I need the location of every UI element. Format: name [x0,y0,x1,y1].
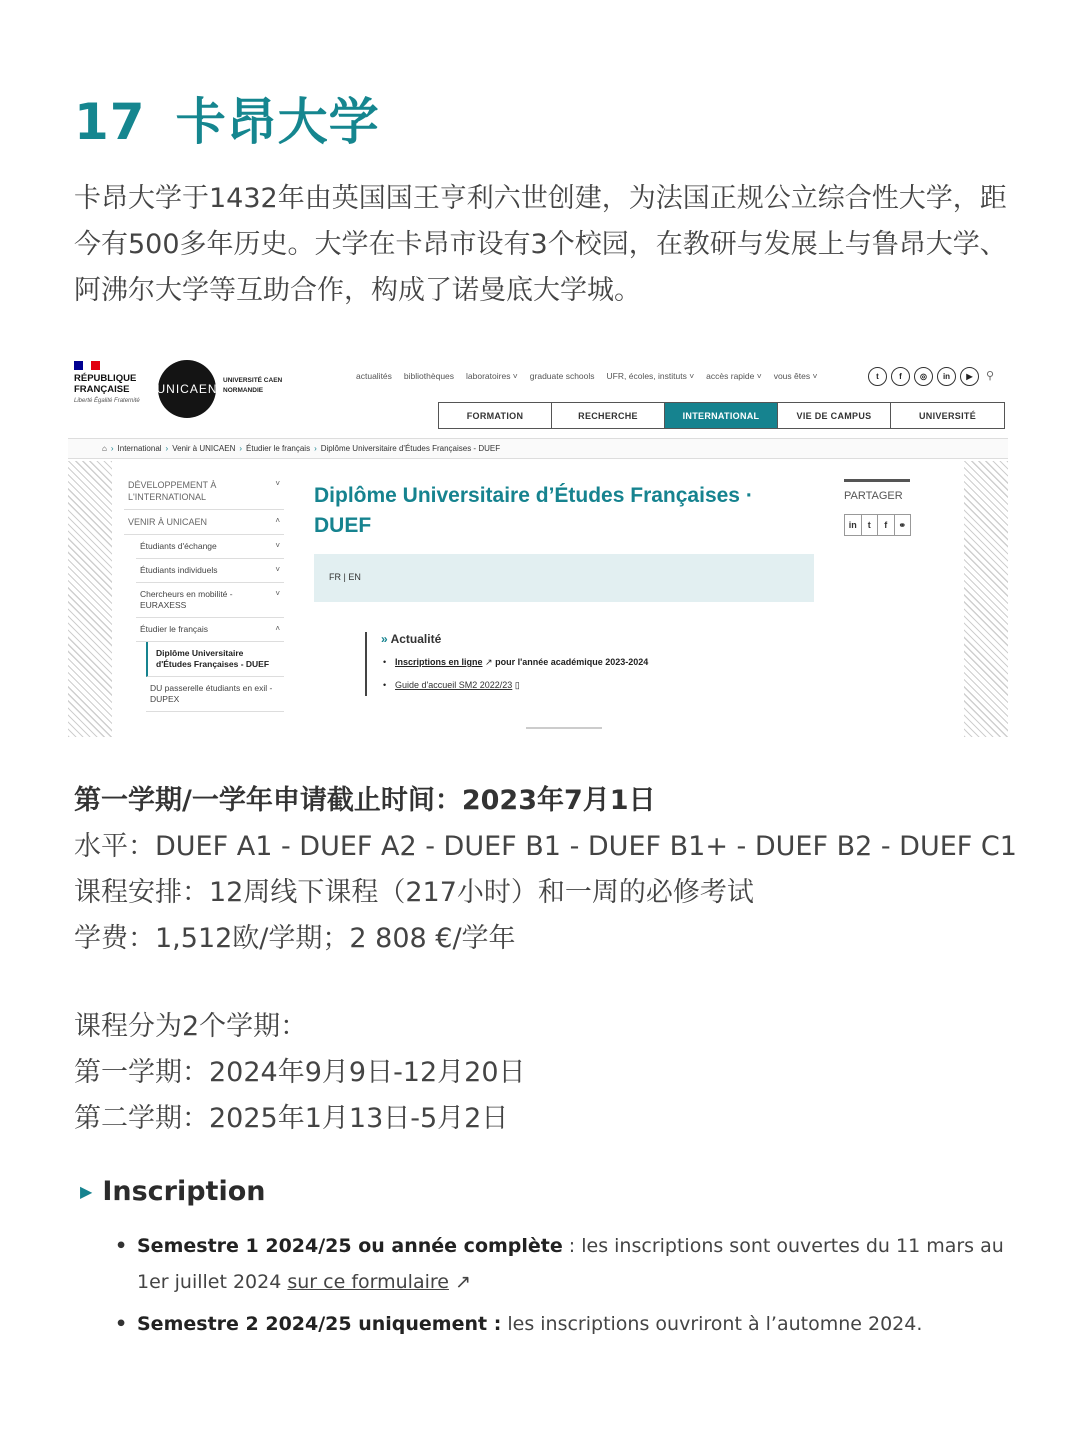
intro-paragraph: 卡昂大学于1432年由英国国王亨利六世创建，为法国正规公立综合性大学，距今有500多年历史。大学在卡昂市设有3个校园，在教研与发展上与鲁昂大学、阿沸尔大学等互助合作，构成了诺曼底大学城。 [74,183,1007,306]
share-linkedin-icon[interactable]: in [844,514,862,536]
item-bold: Semestre 2 2024/25 uniquement : [137,1313,502,1335]
search-icon[interactable]: ⚲ [986,370,995,382]
chevron-down-icon: ˅ [275,479,280,488]
hatch-right [964,461,1008,737]
inscription-list [115,1228,1015,1348]
semesters-intro: 课程分为2个学期： [74,1011,308,1042]
top-nav-item[interactable]: laboratoires ˅ [466,371,518,381]
home-icon[interactable]: ⌂ [102,444,107,453]
breadcrumb-separator: › [239,444,243,453]
heading-number: 17 [74,93,146,151]
chevron-down-icon: ˅ [275,589,280,598]
sidebar-item-duef[interactable] [146,642,284,677]
share-panel [844,479,910,536]
twitter-icon[interactable]: t [868,367,887,386]
actualite-list [381,656,745,691]
unicaen-logo[interactable]: UNICAEN [158,360,216,418]
sidebar-item-chercheurs[interactable] [136,583,284,618]
flag-stripe-red [91,361,100,370]
main-nav-universite[interactable]: UNIVERSITÉ [918,410,976,421]
top-nav [356,371,817,381]
item-bold: Semestre 1 2024/25 ou année complète [137,1235,563,1257]
share-divider [844,479,910,482]
sidebar-item-label: Diplôme Universitaire d'Études Françaises - DUEF [156,648,270,669]
item-text: pour l'année académique 2023-2024 [495,657,649,667]
top-nav-item[interactable]: UFR, écoles, instituts ˅ [606,371,695,381]
social-links [868,367,979,386]
external-link-icon: ↗ [455,1271,471,1293]
breadcrumb-item[interactable]: International [117,444,162,453]
french-flag-icon [74,361,100,370]
facts-block [74,778,1024,962]
pdf-icon: ▯ [514,680,520,690]
rf-title: RÉPUBLIQUE FRANÇAISE [74,373,137,395]
inscriptions-link[interactable]: Inscriptions en ligne [395,657,483,667]
breadcrumb-separator: › [314,444,317,453]
language-switch[interactable]: FR | EN [314,554,814,602]
instagram-icon[interactable]: ◎ [914,367,933,386]
sidebar-item-dupex[interactable] [146,677,284,712]
main-nav-recherche[interactable]: RECHERCHE [552,403,665,428]
linkedin-icon[interactable]: in [937,367,956,386]
top-nav-item[interactable]: vous êtes ˅ [773,371,818,381]
rf-motto: Liberté Égalité Fraternité [74,398,140,404]
share-link-icon[interactable]: ⚭ [894,514,912,536]
main-nav-vie-de-campus[interactable]: VIE DE CAMPUS [778,403,891,428]
top-nav-item[interactable]: bibliothèques [403,371,455,381]
item-text: les inscriptions ouvriront à l’automne 2024. [501,1313,923,1335]
share-facebook-icon[interactable]: f [877,514,895,536]
sidebar-item-label: DÉVELOPPEMENT À L'INTERNATIONAL [128,480,217,502]
sidebar-item-individuels[interactable] [136,559,284,583]
breadcrumb-item[interactable]: Venir à UNICAEN [172,444,236,453]
main-nav-formation[interactable]: FORMATION [439,403,552,428]
sidebar [124,473,284,712]
breadcrumb-separator: › [110,444,114,453]
scroll-indicator [526,727,602,729]
sidebar-item-label: DU passerelle étudiants en exil - DUPEX [150,683,273,704]
actualite-title: Actualité [390,632,442,646]
sidebar-item-label: Étudier le français [140,624,209,634]
university-name: UNIVERSITÉ CAEN NORMANDIE [223,377,283,394]
breadcrumb-current: Diplôme Universitaire d'Études Françaises - DUEF [320,444,501,453]
inscription-title: Inscription [102,1176,266,1207]
sidebar-item-echange[interactable] [136,535,284,559]
share-twitter-icon[interactable]: t [861,514,879,536]
sidebar-item-label: Chercheurs en mobilité - EURAXESS [140,589,233,610]
breadcrumb-separator: › [165,444,169,453]
main-nav-international[interactable]: INTERNATIONAL [665,403,778,428]
semesters-block [74,1004,1024,1142]
page-heading [74,82,380,154]
page-title: Diplôme Universitaire d’Études Françaises · DUEF [314,484,753,537]
sidebar-item-venir[interactable] [124,510,284,535]
breadcrumb [68,438,1008,459]
sidebar-item-label: VENIR À UNICAEN [128,517,208,527]
chevron-up-icon: ˄ [275,516,280,525]
sidebar-item-etudier[interactable] [136,618,284,642]
republique-francaise-logo [74,361,154,405]
share-label: PARTAGER [844,490,903,502]
top-nav-item[interactable]: graduate schools [529,371,595,381]
main-nav [438,402,1005,429]
list-item [381,656,745,668]
sidebar-item-label: Étudiants d'échange [140,541,217,551]
item-text: : les inscriptions sont ouvertes du 11 mars au 1er juillet 2024 [137,1235,1004,1293]
levels: 水平：DUEF A1 - DUEF A2 - DUEF B1 - DUEF B1+ - DUEF B2 - DUEF C1 [74,831,1017,862]
list-item [115,1306,1015,1342]
fees: 学费：1,512欧/学期；2 808 €/学年 [74,923,516,954]
external-link-icon: ↗ [485,657,493,667]
semester-2: 第二学期：2025年1月13日-5月2日 [74,1103,509,1134]
deadline: 第一学期/一学年申请截止时间：2023年7月1日 [74,785,656,816]
flag-stripe-blue [74,361,83,370]
hatch-left [68,461,112,737]
youtube-icon[interactable]: ▶ [960,367,979,386]
chevron-up-icon: ˄ [275,624,280,633]
inscription-heading [80,1176,266,1207]
flag-stripe-white [83,361,92,370]
sidebar-item-developpement[interactable] [124,473,284,510]
double-chevron-icon: » [381,632,388,646]
guide-link[interactable]: Guide d'accueil SM2 2022/23 [395,680,513,690]
chevron-down-icon: ˅ [275,565,280,574]
triangle-right-icon: ▶ [80,1182,93,1201]
list-item [115,1228,1015,1300]
breadcrumb-item[interactable]: Étudier le français [246,444,311,453]
facebook-icon[interactable]: f [891,367,910,386]
semester-1: 第一学期：2024年9月9日-12月20日 [74,1057,526,1088]
top-nav-item[interactable]: accès rapide ˅ [706,371,762,381]
formulaire-link[interactable]: sur ce formulaire [287,1271,449,1293]
actualite-heading [381,632,745,646]
chevron-down-icon: ˅ [275,541,280,550]
schedule: 课程安排：12周线下课程（217小时）和一周的必修考试 [74,877,754,908]
actualite-block [365,632,745,696]
website-screenshot [68,355,1008,737]
top-nav-item[interactable]: actualités [356,371,392,381]
share-buttons [844,514,910,536]
sidebar-item-label: Étudiants individuels [140,565,218,575]
heading-title: 卡昂大学 [175,93,380,151]
list-item [381,679,745,691]
